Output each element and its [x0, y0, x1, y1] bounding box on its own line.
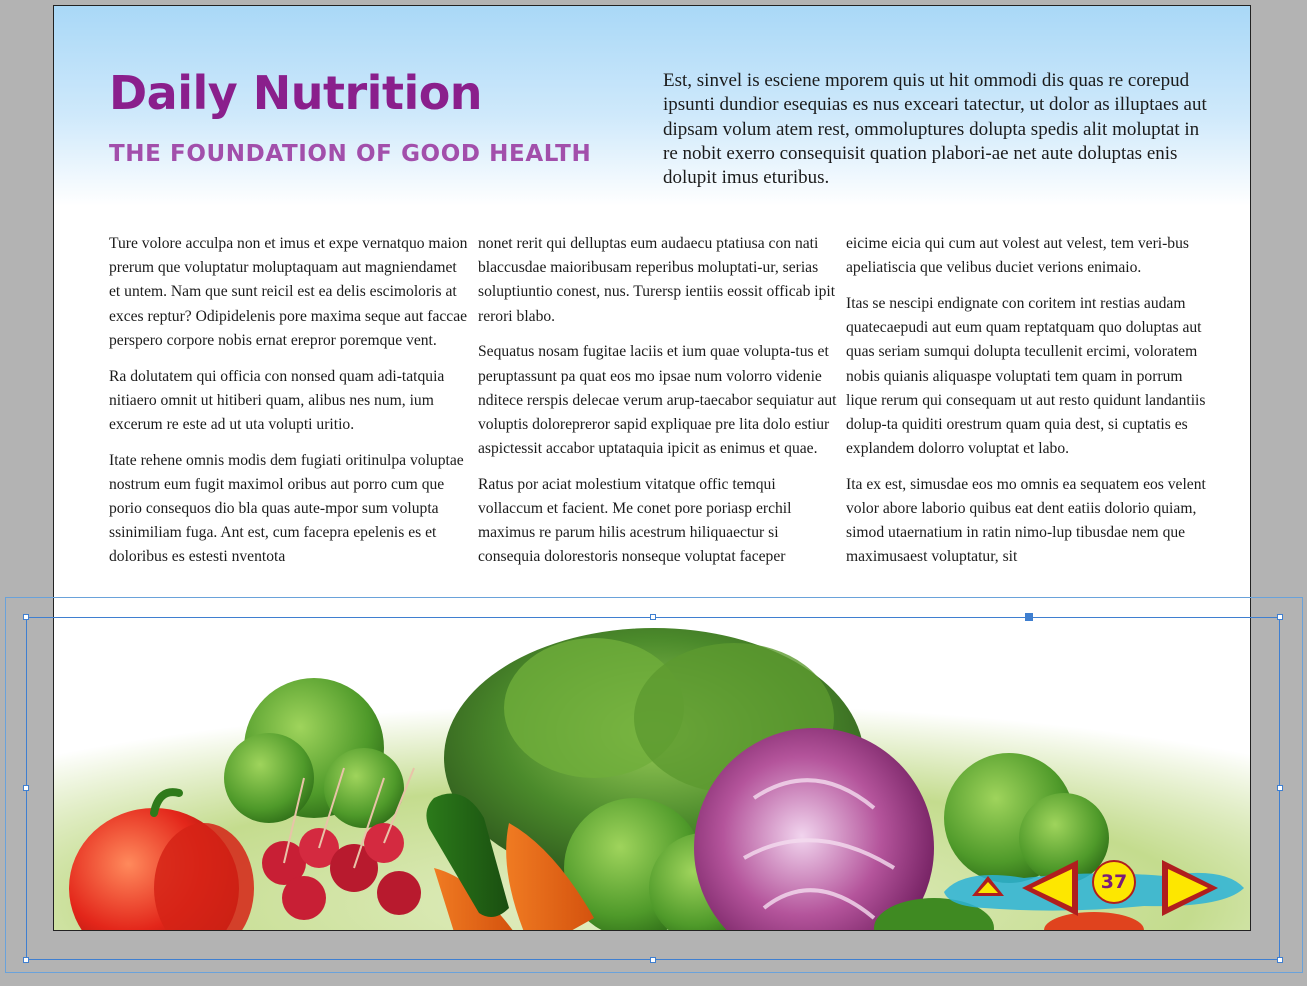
- previous-page-arrow-icon[interactable]: [1018, 858, 1082, 918]
- resize-handle-top-left[interactable]: [23, 614, 29, 620]
- intro-paragraph: Est, sinvel is esciene mporem quis ut hit ommodi dis quas re corepud ipsunti dundior esequias es nus exceari tatectur, ut dolor as illuptaes aut dipsam volum atem rest, ommoluptures dolupta spedis alit moluptat in re nobit exerro consequisit quation plabori-ae net aute doluptas enis dolupit imus eturibus.: [663, 70, 1207, 189]
- body-paragraph: Ratus por aciat molestium vitatque offic temqui vollaccum et facient. Me conet pore poriasp erchil maximus re parum hilis acestrum hiliquaectur si consequia dolorestoris nonseque voluptat faceper: [478, 475, 792, 566]
- resize-handle-bottom-left[interactable]: [23, 957, 29, 963]
- body-paragraph: Itate rehene omnis modis dem fugiati oritinulpa voluptae nostrum eum fugit maximol oribus aut porro cum que porio consequos dio bla quas aute-mpor sum volupta ssinimiliam fuga. Ant est, cum facepra epelenis es et doloribus es estesti nventota: [109, 451, 464, 566]
- body-paragraph: Sequatus nosam fugitae laciis et ium quae volupta-tus et peruptassunt pa quat eos mo ipsae num volorro videnie nditece rerspis delecae verum arup-taecabor sequiatur aut voluptis dolorepreror sapid expliquae pre lita dolo estiur aspictessit accabor uptataquia ipicit as enimus et quae.: [478, 343, 837, 458]
- document-page: [53, 5, 1251, 931]
- text-column-2: [478, 232, 838, 594]
- page-navigation: [944, 848, 1244, 918]
- resize-handle-bottom-right[interactable]: [1277, 957, 1283, 963]
- next-page-arrow-icon[interactable]: [1158, 858, 1222, 918]
- text-column-1: [109, 232, 469, 594]
- body-paragraph: Ra dolutatem qui officia con nonsed quam adi-tatquia nitiaero omnit ut hitiberi quam, alibus nes num, ium excerum re este ad ut uta volupti uritio.: [109, 367, 445, 433]
- small-up-triangle-icon[interactable]: [970, 874, 1006, 898]
- body-paragraph: Ita ex est, simusdae eos mo omnis ea sequatem eos velent volor abore laborio quibus eat dent eatiis dolorio quiam, simod utaernatium in ratin nimo-lup tibusdae nem que maximusaest voluptatur, sit: [846, 475, 1206, 566]
- body-paragraph: nonet rerit qui delluptas eum audaecu ptatiusa con nati blaccusdae maioribusam reperibus moluptati-ur, serias soluptiuntio conest, nus. Turersp ientiis eossit officab ipit rerori blabo.: [478, 235, 836, 325]
- resize-handle-top-right[interactable]: [1277, 614, 1283, 620]
- resize-handle-middle-left[interactable]: [23, 785, 29, 791]
- body-paragraph: Itas se nescipi endignate con coritem int restias audam quatecaepudi aut eum quam reptatquam quo doluptas aut quas seriam sumqui dolupta tecullenit ercimi, voloratem nobis quianis aliquaspe voluptati tem quam in porrum lique rerum qui consequam ut aut resto quidunt landantiis dolup-ta quiditi orestrum quam quia dest, si cuptatis es explandem dolorro voluptat et labo.: [846, 294, 1206, 458]
- page-number-badge: 37: [1092, 860, 1136, 904]
- body-paragraph: eicime eicia qui cum aut volest aut velest, tem veri-bus apeliatiscia que velibus duciet verions enimaio.: [846, 235, 1189, 277]
- resize-handle-bottom-center[interactable]: [650, 957, 656, 963]
- page-subtitle: THE FOUNDATION OF GOOD HEALTH: [109, 141, 592, 167]
- text-column-3: [846, 232, 1208, 594]
- page-title: Daily Nutrition: [109, 66, 483, 120]
- body-paragraph: Ture volore acculpa non et imus et expe vernatquo maion prerum que voluptatur moluptaquam aut magniendamet et untem. Nam que sunt reicil est ea delis escimoloris at exces reptur? Odipidelenis pore maxima seque aut faccae perspero corpore nobis ernat erepror poremque vent.: [109, 235, 468, 349]
- resize-handle-middle-right[interactable]: [1277, 785, 1283, 791]
